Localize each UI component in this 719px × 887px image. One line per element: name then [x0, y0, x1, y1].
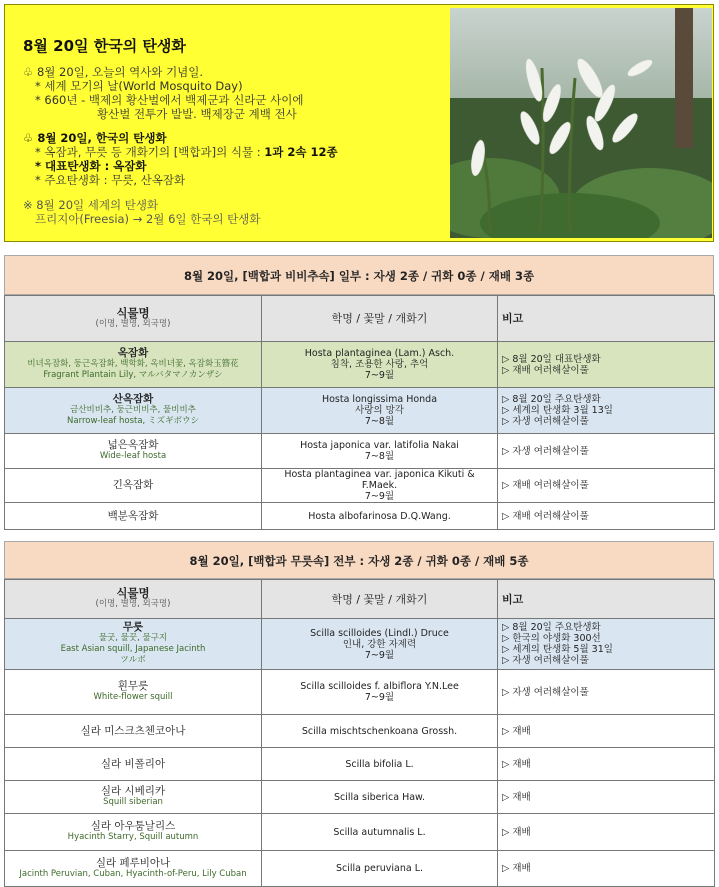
scientific-cell: [262, 434, 498, 469]
table-header-row: [5, 296, 715, 342]
world-head: ※ 8월 20일 세계의 탄생화: [23, 198, 159, 212]
history-line: ♧ 8월 20일, 오늘의 역사와 기념일.: [23, 65, 204, 79]
table-row: [5, 781, 715, 814]
plant-alt-name: 물굿, 물꿋, 물구지: [98, 633, 168, 643]
note-line: ▷ 재배: [502, 758, 531, 770]
col-note: 비고: [498, 580, 715, 619]
table-row: [5, 748, 715, 781]
col-subtitle: (이명, 별명, 외국명): [95, 318, 171, 329]
note-cell: [498, 469, 715, 503]
plant-alt-name: East Asian squill, Japanese Jacinth: [60, 644, 206, 654]
scientific-name: Hosta albofarinosa D.Q.Wang.: [308, 510, 451, 522]
plant-name: 넓은옥잠화: [107, 439, 159, 451]
history-item: * 660년 - 백제의 황산벌에서 백제군과 신라군 사이에: [35, 93, 304, 107]
col-title: 식물명: [116, 586, 150, 600]
col-note: 비고: [498, 296, 715, 342]
note-line: ▷ 자생 여러해살이풀: [502, 445, 589, 457]
plant-name: 산옥잠화: [112, 393, 154, 405]
world-line: 프리지아(Freesia) → 2월 6일 한국의 탄생화: [35, 212, 261, 226]
flower-count: 1과 2속 12종: [264, 145, 338, 159]
plant-name: 실라 아우툼날리스: [90, 820, 176, 832]
col-scientific: 학명 / 꽃말 / 개화기: [262, 296, 498, 342]
note-cell: [498, 388, 715, 434]
scientific-name: Scilla peruviana L.: [335, 863, 424, 874]
table-row: [5, 715, 715, 748]
table-row: [5, 388, 715, 434]
note-line: ▷ 자생 여러해살이풀: [502, 416, 589, 427]
section-header-hosta: 8월 20일, [백합과 비비추속] 일부 : 자생 2종 / 귀화 0종 / 재배 3종: [4, 255, 714, 295]
scientific-cell: [262, 469, 498, 503]
scientific-name: Scilla autumnalis L.: [333, 826, 426, 838]
plant-name: 실라 비폴리아: [100, 757, 166, 770]
plant-name-cell: [5, 781, 262, 814]
plant-name: 긴옥잠화: [112, 479, 154, 491]
plant-alt-name: Wide-leaf hosta: [99, 451, 167, 461]
plant-name-cell: [5, 503, 262, 530]
plant-name-cell: [5, 388, 262, 434]
plant-alt-name: Hyacinth Starry, Squill autumn: [67, 832, 199, 842]
scientific-name: Scilla scilloides f. albiflora Y.N.Lee: [300, 681, 459, 692]
note-cell: [498, 619, 715, 670]
note-line: ▷ 8월 20일 대표탄생화: [502, 353, 601, 365]
col-plant-name: [5, 296, 262, 342]
plant-name-cell: [5, 748, 262, 781]
note-line: ▷ 한국의 야생화 300선: [502, 633, 601, 644]
plant-alt-name: Fragrant Plantain Lily, マルバタマノカンザシ: [43, 370, 223, 380]
flower-line: * 대표탄생화 : 옥잠화: [35, 159, 147, 173]
scientific-cell: [262, 814, 498, 851]
note-cell: [498, 434, 715, 469]
note-line: ▷ 재배 여러해살이풀: [502, 480, 589, 491]
bloom-period: 7~9월: [364, 649, 395, 661]
plant-alt-name: Squill siberian: [103, 797, 163, 807]
table-row: [5, 814, 715, 851]
note-line: ▷ 재배 여러해살이풀: [502, 510, 589, 522]
hosta-table: [4, 295, 715, 530]
plant-name-cell: [5, 434, 262, 469]
note-cell: [498, 670, 715, 715]
bloom-period: 7~9월: [364, 370, 395, 381]
hosta-photo: [450, 8, 712, 238]
note-cell: [498, 851, 715, 887]
plant-name: 백분옥잠화: [107, 509, 159, 522]
table-row: [5, 434, 715, 469]
table-header-row: [5, 580, 715, 619]
plant-alt-name: ツルボ: [120, 655, 146, 665]
col-title: 식물명: [116, 305, 150, 320]
scientific-name: Scilla scilloides (Lindl.) Druce: [310, 627, 449, 639]
scientific-cell: [262, 715, 498, 748]
col-subtitle: (이명, 별명, 외국명): [95, 599, 171, 609]
history-item: 황산벌 전투가 발발. 백제장군 계백 전사: [97, 107, 297, 121]
note-line: ▷ 재배: [502, 725, 531, 737]
note-cell: [498, 781, 715, 814]
col-scientific: 학명 / 꽃말 / 개화기: [262, 580, 498, 619]
plant-name: 옥잠화: [117, 347, 149, 359]
note-line: ▷ 재배: [502, 826, 531, 838]
banner-title: 8월 20일 한국의 탄생화: [23, 37, 186, 55]
note-line: ▷ 세계의 탄생화 5월 31일: [502, 644, 613, 655]
flower-meaning: 사랑의 망각: [355, 405, 404, 416]
note-line: ▷ 세계의 탄생화 3월 13일: [502, 405, 613, 416]
table-row: [5, 469, 715, 503]
plant-name-cell: [5, 469, 262, 503]
plant-name: 실라 페루비아나: [95, 856, 171, 869]
scientific-cell: [262, 670, 498, 715]
flower-meaning: 인내, 강한 자제력: [342, 638, 417, 650]
plant-alt-name: Narrow-leaf hosta, ミズギボウシ: [67, 416, 199, 426]
note-line: ▷ 8월 20일 주요탄생화: [502, 394, 601, 405]
plant-name: 실라 시베리카: [100, 785, 166, 797]
bloom-period: 7~9월: [364, 491, 395, 502]
history-item: * 세계 모기의 날(World Mosquito Day): [35, 79, 243, 93]
table-row: [5, 851, 715, 887]
scientific-cell: [262, 851, 498, 887]
scientific-name: Hosta japonica var. latifolia Nakai: [300, 440, 459, 451]
note-line: ▷ 자생 여러해살이풀: [502, 686, 589, 698]
note-line: ▷ 재배: [502, 791, 531, 803]
scientific-cell: [262, 748, 498, 781]
table-row: [5, 503, 715, 530]
note-cell: [498, 503, 715, 530]
plant-name-cell: [5, 814, 262, 851]
plant-name-cell: [5, 851, 262, 887]
flower-line: * 주요탄생화 : 무릇, 산옥잠화: [35, 173, 186, 187]
scientific-name: Hosta plantaginea var. japonica Kikuti & F.Maek.: [284, 469, 475, 491]
hosta-illustration: [450, 8, 712, 238]
scientific-cell: [262, 388, 498, 434]
note-line: ▷ 자생 여러해살이풀: [502, 655, 589, 666]
note-cell: [498, 814, 715, 851]
scilla-table: [4, 579, 715, 887]
table-row: [5, 619, 715, 670]
flower-meaning: 침착, 조용한 사랑, 추억: [330, 359, 429, 370]
table-row: [5, 670, 715, 715]
plant-name-cell: [5, 342, 262, 388]
scientific-name: Scilla bifolia L.: [345, 758, 414, 770]
section-header-scilla: 8월 20일, [백합과 무릇속] 전부 : 자생 2종 / 귀화 0종 / 재배 5종: [4, 541, 714, 579]
scientific-cell: [262, 503, 498, 530]
bloom-period: 7~8월: [364, 416, 395, 427]
bloom-period: 7~8월: [364, 451, 395, 462]
flower-line: [35, 145, 338, 159]
note-line: ▷ 재배: [502, 863, 531, 874]
scientific-name: Scilla siberica Haw.: [334, 791, 425, 803]
flower-line-text: * 옥잠과, 무릇 등 개화기의 [백합과]의 식물 :: [35, 145, 265, 159]
plant-alt-name: Jacinth Peruvian, Cuban, Hyacinth-of-Peru, Lily Cuban: [19, 868, 247, 879]
plant-name-cell: [5, 715, 262, 748]
bloom-period: 7~9월: [364, 692, 395, 703]
plant-name: 무릇: [122, 621, 144, 633]
scientific-cell: [262, 342, 498, 388]
note-line: ▷ 재배 여러해살이풀: [502, 364, 589, 376]
note-cell: [498, 715, 715, 748]
note-cell: [498, 342, 715, 388]
table-row: [5, 342, 715, 388]
scientific-cell: [262, 781, 498, 814]
scientific-name: Hosta longissima Honda: [321, 394, 438, 405]
plant-name-cell: [5, 670, 262, 715]
plant-name: 흰무릇: [117, 680, 149, 692]
scientific-cell: [262, 619, 498, 670]
flower-head: ♧ 8월 20일, 한국의 탄생화: [23, 131, 167, 145]
note-cell: [498, 748, 715, 781]
plant-name: 실라 미스크츠첸코아나: [80, 724, 186, 737]
plant-name-cell: [5, 619, 262, 670]
col-plant-name: [5, 580, 262, 619]
note-line: ▷ 8월 20일 주요탄생화: [502, 622, 601, 633]
scientific-name: Hosta plantaginea (Lam.) Asch.: [304, 348, 455, 359]
plant-alt-name: 비녀옥잠화, 둥근옥잠화, 백학화, 옥비녀꽃, 옥잠화玉簪花: [27, 359, 239, 369]
scientific-name: Scilla mischtschenkoana Grossh.: [301, 725, 458, 737]
plant-alt-name: White-flower squill: [93, 692, 173, 702]
plant-alt-name: 금산비비추, 둥근비비추, 물비비추: [70, 405, 196, 415]
